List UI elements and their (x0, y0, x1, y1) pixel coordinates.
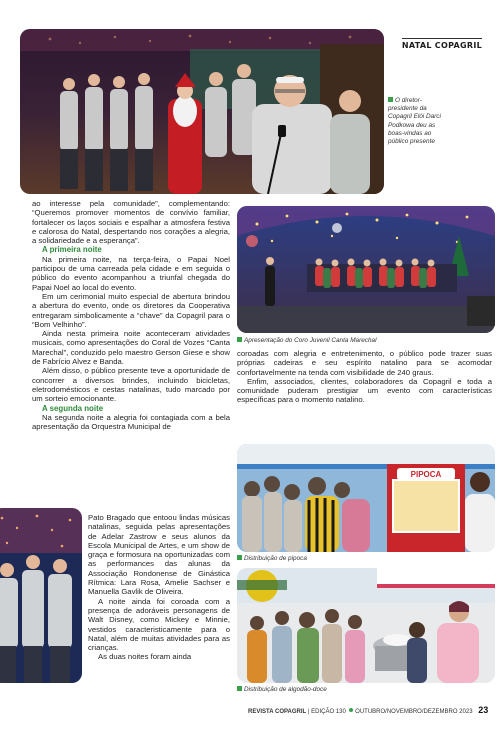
section-divider (402, 38, 482, 39)
article-right-column (237, 349, 492, 405)
article-left-column (32, 199, 230, 431)
footer-separator: | (307, 709, 312, 715)
paragraph-right-2: Enfim, associados, clientes, colaboradores da Copagril e toda a comunidade puderam prestigiar um evento com características específicas para o momento natalino. (237, 376, 492, 405)
paragraph-first-4: Além disso, o público presente teve a oportunidade de concorrer a diversos brindes, incluindo bicicletas, eletrodomésticos e cestas natalinas, tudo marcado por um sorteio emocionante. (32, 366, 230, 404)
footer-magazine: REVISTA COPAGRIL (248, 709, 307, 715)
caption-director: O diretor-presidente da Copagril Elói Darci Podkowa deu as boas-vindas ao público presente (388, 97, 441, 146)
paragraph-intro: ao interesse pela comunidade”, complementando: “Queremos promover momentos de convívio familiar, fortalecer os laços sociais e espalhar a atmosfera festiva e calorosa do Natal, despertando nos corações a alegria, a solidariedade e a esperança”. (32, 199, 230, 246)
paragraph-right-1: coroadas com alegria e entretenimento, o público pode trazer suas próprias cadeiras e seu espírito natalino para se acomodar confortavelmente na tenda com visibilidade de 240 graus. (237, 349, 492, 377)
caption-choir: Apresentação do Coro Juvenil Canta Marechal (237, 337, 495, 345)
photo-director-speech (20, 29, 384, 194)
article-middle-column (88, 513, 230, 662)
paragraph-second-1b: Pato Bragado que entoou lindas músicas natalinas, seguida pelas apresentações de Adelar Zastrow e seus alunos da Escola Municipal de Artes, e um show de graça e formosura na oportunizadas com as performances das alunas da Associação Rondonense de Ginástica Rítmica: Lara Rosa, Amelie Sachser e Manuella Gavlik de Oliveira. (88, 513, 230, 597)
photo-cotton-candy (237, 568, 495, 683)
paragraph-first-1: Na primeira noite, na terça-feira, o Papai Noel participou de uma carreada pela cidade e em seguida o público do evento acompanhou a triunfal chegada do Papai Noel ao local do evento. (32, 254, 230, 292)
section-tag (402, 38, 482, 50)
caption-marker-icon (237, 686, 242, 691)
footer-edition: EDIÇÃO 130 (311, 709, 346, 715)
photo-popcorn (237, 444, 495, 552)
paragraph-first-3: Ainda nesta primeira noite aconteceram atividades musicais, como apresentações do Coral de Vozes “Canta Marechal”, conduzido pelo maestro Gerson Giese e show de Fabrício Alvez e Banda. (32, 329, 230, 367)
subhead-first-night: A primeira noite (42, 245, 102, 255)
paragraph-second-3: As duas noites foram ainda (98, 652, 192, 662)
popcorn-sign-text: PIPOCA (410, 470, 442, 479)
subhead-second-night: A segunda noite (42, 403, 104, 413)
paragraph-second-2: A noite ainda foi coroada com a presença de adoráveis personagens de Walt Disney, como Mickey e Minnie, vestidos caracteristicamente para o Natal, além de muitas atividades para as crianças. (88, 596, 230, 653)
page-number: 23 (478, 705, 489, 715)
page-footer (248, 705, 488, 715)
caption-popcorn: Distribuição de pipoca (237, 555, 495, 563)
caption-marker-icon (237, 555, 242, 560)
caption-cotton-candy: Distribuição de algodão-doce (237, 686, 495, 694)
caption-marker-icon (388, 97, 393, 102)
footer-dot-icon (349, 708, 353, 712)
section-title: NATAL COPAGRIL (401, 41, 482, 50)
paragraph-first-2: Em um cerimonial muito especial de abertura brindou a abertura do evento, onde os diretores da Cooperativa entregaram simbolicamente a “chave” da Copagril para o “Bom Velhinho”. (32, 291, 230, 329)
photo-left-group (0, 508, 82, 683)
paragraph-second-1a: Na segunda noite a alegria foi contagiada com a bela apresentação da Orquestra Municipal de (32, 412, 230, 432)
photo-choir (237, 206, 495, 333)
caption-marker-icon (237, 337, 242, 342)
footer-period: OUTUBRO/NOVEMBRO/DEZEMBRO 2023 (355, 709, 473, 715)
